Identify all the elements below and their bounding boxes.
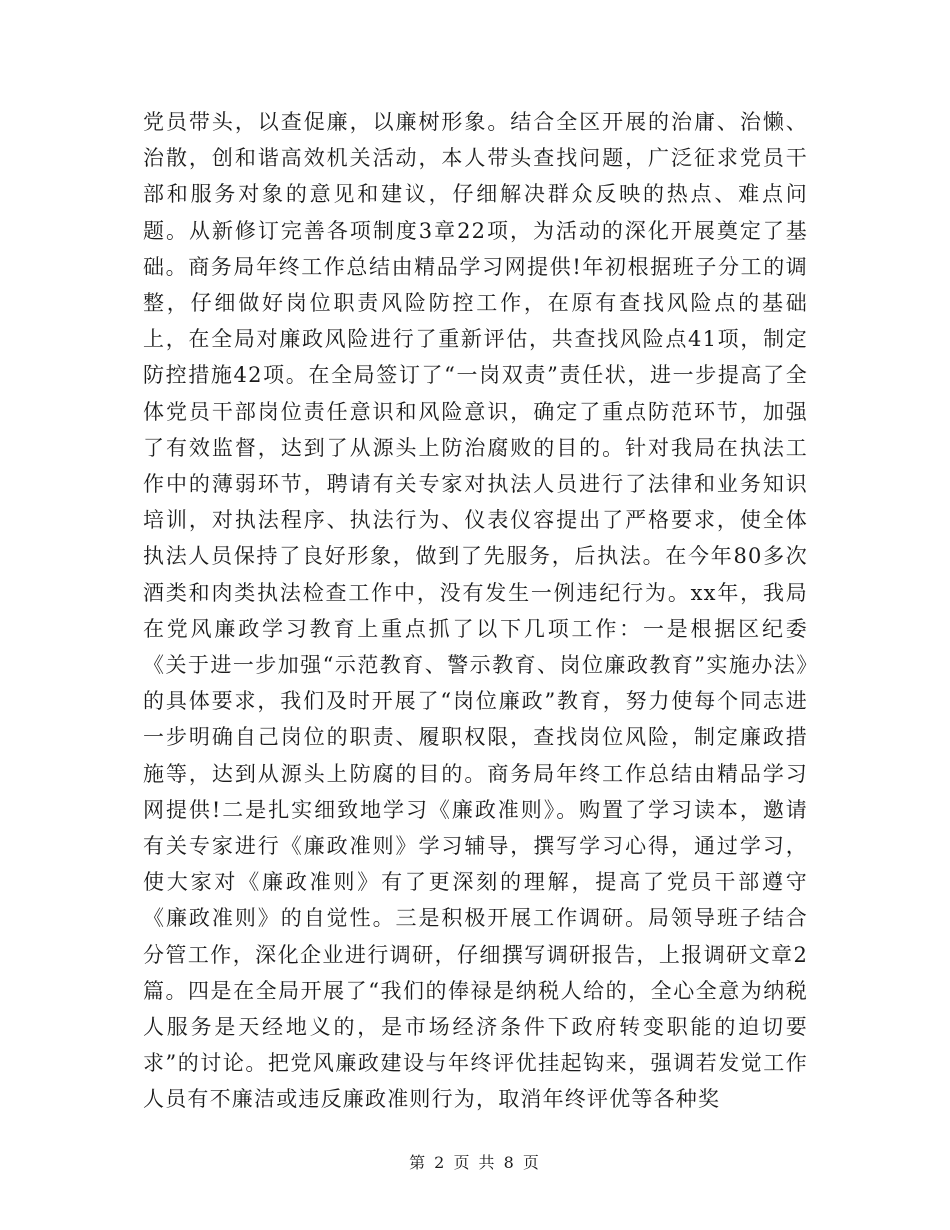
page-number-label: 第 2 页 共 8 页 xyxy=(409,1153,541,1172)
body-paragraph: 党员带头，以查促廉，以廉树形象。结合全区开展的治庸、治懒、治散，创和谐高效机关活动，本人带头查找问题，广泛征求党员干部和服务对象的意见和建议，仔细解决群众反映的热点、难点问题。从新修订完善各项制度3章22项，为活动的深化开展奠定了基础。商务局年终工作总结由精品学习网提供!年初根据班子分工的调整，仔细做好岗位职责风险防控工作，在原有查找风险点的基础上，在全局对廉政风险进行了重新评估，共查找风险点41项，制定防控措施42项。在全局签订了“一岗双责”责任状，进一步提高了全体党员干部岗位责任意识和风险意识，确定了重点防范环节，加强了有效监督，达到了从源头上防治腐败的目的。针对我局在执法工作中的薄弱环节，聘请有关专家对执法人员进行了法律和业务知识培训，对执法程序、执法行为、仪表仪容提出了严格要求，使全体执法人员保持了良好形象，做到了先服务，后执法。在今年80多次酒类和肉类执法检查工作中，没有发生一例违纪行为。xx年，我局在党风廉政学习教育上重点抓了以下几项工作：一是根据区纪委《关于进一步加强“示范教育、警示教育、岗位廉政教育”实施办法》的具体要求，我们及时开展了“岗位廉政”教育，努力使每个同志进一步明确自己岗位的职责、履职权限，查找岗位风险，制定廉政措施等，达到从源头上防腐的目的。商务局年终工作总结由精品学习网提供!二是扎实细致地学习《廉政准则》。购置了学习读本，邀请有关专家进行《廉政准则》学习辅导，撰写学习心得，通过学习，使大家对《廉政准则》有了更深刻的理解，提高了党员干部遵守《廉政准则》的自觉性。三是积极开展工作调研。局领导班子结合分管工作，深化企业进行调研，仔细撰写调研报告，上报调研文章2篇。四是在全局开展了“我们的俸禄是纳税人给的，全心全意为纳税人服务是天经地义的，是市场经济条件下政府转变职能的迫切要求”的讨论。把党风廉政建设与年终评优挂起钩来，强调若发觉工作人员有不廉洁或违反廉政准则行为，取消年终评优等各种奖 xyxy=(143,110,808,1112)
page-footer xyxy=(0,1150,950,1173)
